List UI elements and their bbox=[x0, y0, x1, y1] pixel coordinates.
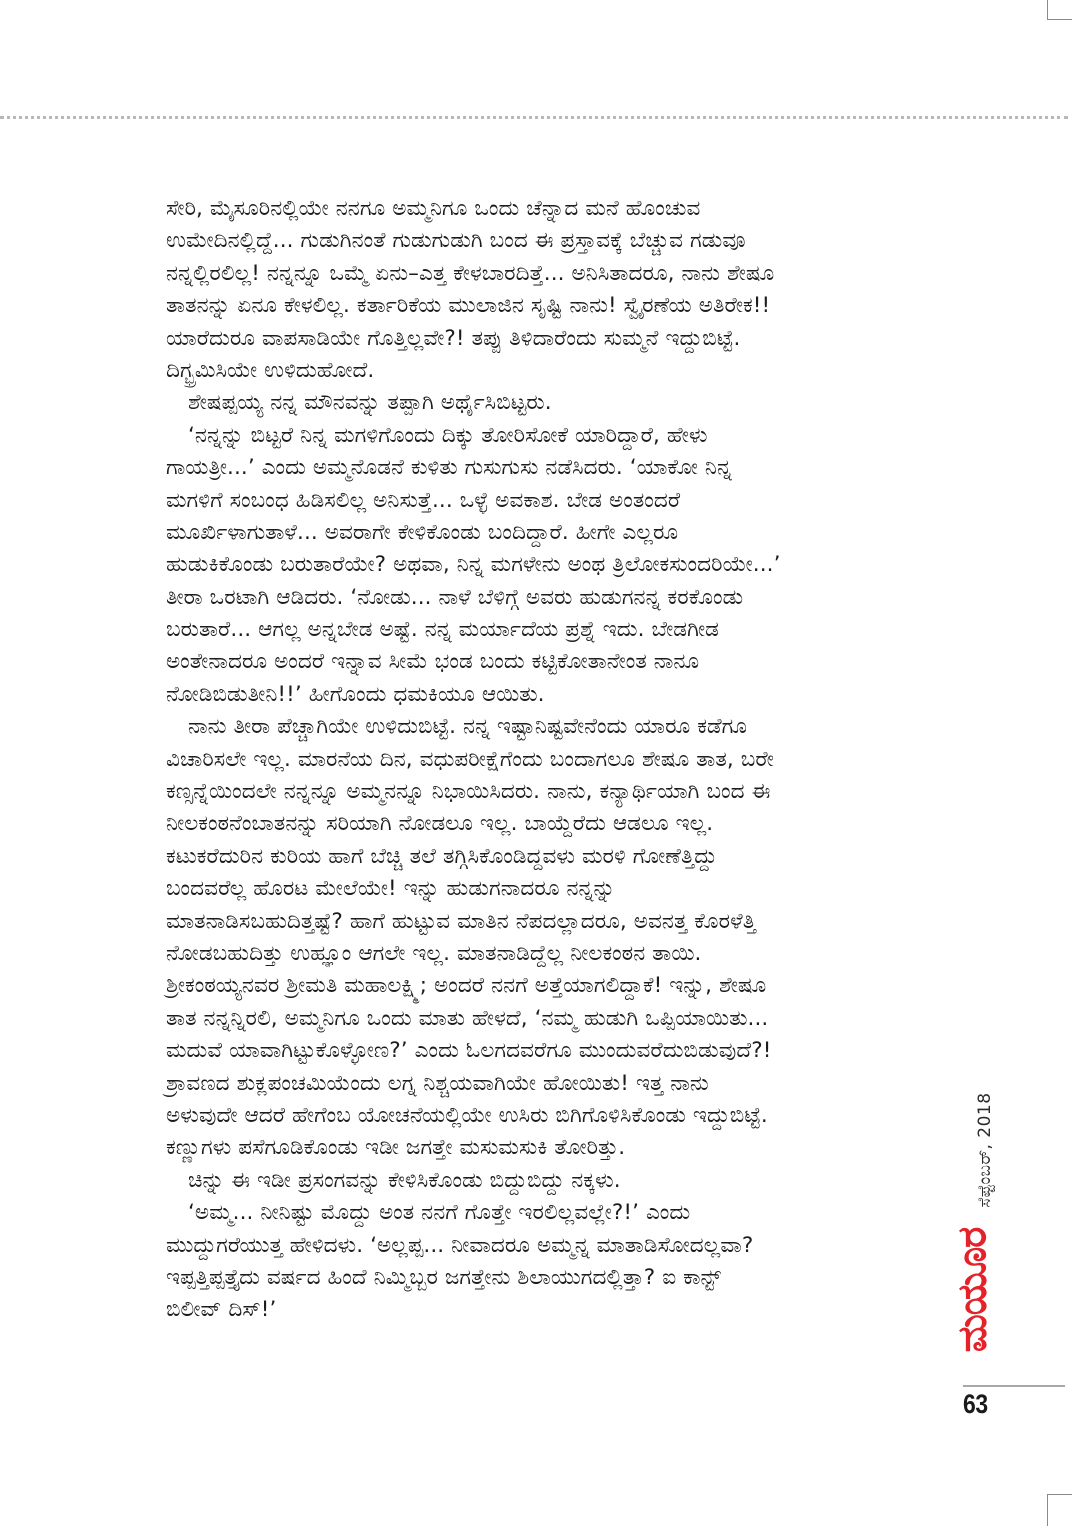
article-line: ಹುಡುಕಿಕೊಂಡು ಬರುತಾರೆಯೇ? ಅಥವಾ, ನಿನ್ನ ಮಗಳೇನು ಅಂಥ ತ್ರಿಲೋಕಸುಂದರಿಯೇ...’ bbox=[166, 552, 781, 578]
article-line: ಶ್ರೀಕಂಠಯ್ಯನವರ ಶ್ರೀಮತಿ ಮಹಾಲಕ್ಷ್ಮಿ; ಅಂದರೆ ನನಗೆ ಅತ್ತೆಯಾಗಲಿದ್ದಾಕೆ! ಇನ್ನು, ಶೇಷೂ bbox=[166, 973, 767, 999]
article-line: ಮಾತನಾಡಿಸಬಹುದಿತ್ತಷ್ಟೆ? ಹಾಗೆ ಹುಟ್ಟುವ ಮಾತಿನ ನೆಪದಲ್ಲಾದರೂ, ಅವನತ್ತ ಕೊರಳೆತ್ತಿ bbox=[166, 908, 757, 934]
article-line: ಚಿನ್ನು ಈ ಇಡೀ ಪ್ರಸಂಗವನ್ನು ಕೇಳಿಸಿಕೊಂಡು ಬಿದ್ದುಬಿದ್ದು ನಕ್ಕಳು. bbox=[188, 1167, 621, 1193]
article-line: ಸೇರಿ, ಮೈಸೂರಿನಲ್ಲಿಯೇ ನನಗೂ ಅಮ್ಮನಿಗೂ ಒಂದು ಚೆನ್ನಾದ ಮನೆ ಹೊಂಚುವ bbox=[166, 196, 701, 221]
article-line: ಕಣ್ಣುಗಳು ಪಸೆಗೂಡಿಕೊಂಡು ಇಡೀ ಜಗತ್ತೇ ಮಸುಮಸುಕಿ ತೋರಿತ್ತು. bbox=[166, 1135, 626, 1161]
article-line: ನೀಲಕಂಠನೆಂಬಾತನನ್ನು ಸರಿಯಾಗಿ ನೋಡಲೂ ಇಲ್ಲ. ಬಾಯ್ದೆರೆದು ಆಡಲೂ ಇಲ್ಲ. bbox=[166, 811, 714, 837]
issue-date: ಸೆಪ್ಟೆಂಬರ್, 2018 bbox=[975, 1092, 995, 1208]
header-dotted-rule bbox=[0, 116, 1068, 119]
article-line: ನಾನು ತೀರಾ ಪೆಚ್ಚಾಗಿಯೇ ಉಳಿದುಬಿಟ್ಟೆ. ನನ್ನ ಇಷ್ಟಾನಿಷ್ಟವೇನೆಂದು ಯಾರೂ ಕಡೆಗೂ bbox=[188, 714, 748, 740]
article-line: ವಿಚಾರಿಸಲೇ ಇಲ್ಲ. ಮಾರನೆಯ ದಿನ, ವಧುಪರೀಕ್ಷೆಗೆಂದು ಬಂದಾಗಲೂ ಶೇಷೂ ತಾತ, ಬರೇ bbox=[166, 746, 774, 772]
article-line: ಅಂತೇನಾದರೂ ಅಂದರೆ ಇನ್ನಾವ ಸೀಮೆ ಭಂಡ ಬಂದು ಕಟ್ಟಿಕೋತಾನೇಂತ ನಾನೂ bbox=[166, 649, 700, 675]
crop-mark-top-right bbox=[1047, 0, 1072, 20]
article-line: ಶೇಷಪ್ಪಯ್ಯ ನನ್ನ ಮೌನವನ್ನು ತಪ್ಪಾಗಿ ಅರ್ಥೈಸಿಬಿಟ್ಟರು. bbox=[188, 390, 552, 416]
article-line: ಗಾಯತ್ರೀ...’ ಎಂದು ಅಮ್ಮನೊಡನೆ ಕುಳಿತು ಗುಸುಗುಸು ನಡೆಸಿದರು. ‘ಯಾಕೋ ನಿನ್ನ bbox=[166, 455, 732, 481]
article-line: ಬರುತಾರೆ... ಆಗಲ್ಲ ಅನ್ನಬೇಡ ಅಷ್ಟೆ. ನನ್ನ ಮರ್ಯಾದೆಯ ಪ್ರಶ್ನೆ ಇದು. ಬೇಡಗೀಡ bbox=[166, 617, 719, 643]
article-line: ತೀರಾ ಒರಟಾಗಿ ಆಡಿದರು. ‘ನೋಡು... ನಾಳೆ ಬೆಳಿಗ್ಗೆ ಅವರು ಹುಡುಗನನ್ನ ಕರಕೊಂಡು bbox=[166, 584, 744, 610]
article-line: ತಾತನನ್ನು ಏನೂ ಕೇಳಲಿಲ್ಲ. ಕರ್ತಾರಿಕೆಯ ಮುಲಾಜಿನ ಸೃಷ್ಟಿ ನಾನು! ಸ್ವೈರಣೆಯ ಅತಿರೇಕ!! bbox=[166, 293, 771, 319]
footer-rule bbox=[963, 1385, 1065, 1387]
article-line: ಅಳುವುದೇ ಆದರೆ ಹೇಗೆಂಬ ಯೋಚನೆಯಲ್ಲಿಯೇ ಉಸಿರು ಬಿಗಿಗೊಳಿಸಿಕೊಂಡು ಇದ್ದುಬಿಟ್ಟೆ. bbox=[166, 1102, 768, 1128]
article-line: ಮುದ್ದುಗರೆಯುತ್ತ ಹೇಳಿದಳು. ‘ಅಲ್ಲಪ್ಪ... ನೀವಾದರೂ ಅಮ್ಮನ್ನ ಮಾತಾಡಿಸೋದಲ್ಲವಾ? bbox=[166, 1232, 754, 1258]
page-number: 63 bbox=[963, 1389, 988, 1419]
article-line: ನೋಡಿಬಿಡುತೀನಿ!!’ ಹೀಗೊಂದು ಧಮಕಿಯೂ ಆಯಿತು. bbox=[166, 681, 545, 707]
article-line: ದಿಗ್ಭ್ರಮಿಸಿಯೇ ಉಳಿದುಹೋದೆ. bbox=[166, 357, 375, 383]
article-line: ಕಟುಕರೆದುರಿನ ಕುರಿಯ ಹಾಗೆ ಬೆಚ್ಚಿ ತಲೆ ತಗ್ಗಿಸಿಕೊಂಡಿದ್ದವಳು ಮರಳಿ ಗೋಣೆತ್ತಿದ್ದು bbox=[166, 843, 718, 869]
article-line: ‘ನನ್ನನ್ನು ಬಿಟ್ಟರೆ ನಿನ್ನ ಮಗಳಿಗೊಂದು ದಿಕ್ಕು ತೋರಿಸೋಕೆ ಯಾರಿದ್ದಾರೆ, ಹೇಳು bbox=[188, 422, 708, 448]
article-line: ತಾತ ನನ್ನನ್ನಿರಲಿ, ಅಮ್ಮನಿಗೂ ಒಂದು ಮಾತು ಹೇಳದೆ, ‘ನಮ್ಮ ಹುಡುಗಿ ಒಪ್ಪಿಯಾಯಿತು... bbox=[166, 1005, 769, 1031]
crop-mark-bottom-right bbox=[1047, 1494, 1072, 1526]
article-line: ಬಂದವರೆಲ್ಲ ಹೊರಟ ಮೇಲೆಯೇ! ಇನ್ನು ಹುಡುಗನಾದರೂ ನನ್ನನ್ನು bbox=[166, 876, 616, 902]
article-line: ಮೂರ್ಖಿಳಾಗುತಾಳೆ... ಅವರಾಗೇ ಕೇಳಿಕೊಂಡು ಬಂದಿದ್ದಾರೆ. ಹೀಗೇ ಎಲ್ಲರೂ bbox=[166, 519, 679, 545]
article-line: ಮದುವೆ ಯಾವಾಗಿಟ್ಟುಕೊಳ್ಳೋಣ?’ ಎಂದು ಓಲಗದವರೆಗೂ ಮುಂದುವರೆದುಬಿಡುವುದೆ?! bbox=[166, 1038, 772, 1064]
article-line: ಬಿಲೀವ್ ದಿಸ್!’ bbox=[166, 1297, 277, 1323]
article-line: ಉಮೇದಿನಲ್ಲಿದ್ದೆ... ಗುಡುಗಿನಂತೆ ಗುಡುಗುಡುಗಿ ಬಂದ ಈ ಪ್ರಸ್ತಾವಕ್ಕೆ ಬೆಚ್ಚುವ ಗಡುವೂ bbox=[166, 228, 746, 254]
article-line: ನನ್ನಲ್ಲಿರಲಿಲ್ಲ! ನನ್ನನ್ನೂ ಒಮ್ಮೆ ಏನು–ಎತ್ತ ಕೇಳಬಾರದಿತ್ತೆ... ಅನಿಸಿತಾದರೂ, ನಾನು ಶೇಷೂ bbox=[166, 260, 775, 286]
article-line: ಶ್ರಾವಣದ ಶುಕ್ಲಪಂಚಮಿಯೆಂದು ಲಗ್ನ ನಿಶ್ಚಯವಾಗಿಯೇ ಹೋಯಿತು! ಇತ್ತ ನಾನು bbox=[166, 1070, 709, 1096]
article-line: ಮಗಳಿಗೆ ಸಂಬಂಧ ಹಿಡಿಸಲಿಲ್ಲ ಅನಿಸುತ್ತೆ... ಒಳ್ಳೆ ಅವಕಾಶ. ಬೇಡ ಅಂತಂದರೆ bbox=[166, 487, 681, 513]
article-line: ‘ಅಮ್ಮ... ನೀನಿಷ್ಟು ಮೊದ್ದು ಅಂತ ನನಗೆ ಗೊತ್ತೇ ಇರಲಿಲ್ಲವಲ್ಲೇ?!’ ಎಂದು bbox=[188, 1200, 691, 1226]
magazine-masthead: ಮಯೂರ bbox=[948, 1227, 996, 1353]
article-line: ಇಪ್ಪತ್ತಿಪ್ಪತ್ತೈದು ವರ್ಷದ ಹಿಂದೆ ನಿಮ್ಮಿಬ್ಬರ ಜಗತ್ತೇನು ಶಿಲಾಯುಗದಲ್ಲಿತ್ತಾ? ಐ ಕಾನ್ಟ್ bbox=[166, 1264, 722, 1290]
article-line: ಕಣ್ಸನ್ನೆಯಿಂದಲೇ ನನ್ನನ್ನೂ ಅಮ್ಮನನ್ನೂ ನಿಭಾಯಿಸಿದರು. ನಾನು, ಕನ್ಯಾರ್ಥಿಯಾಗಿ ಬಂದ ಈ bbox=[166, 779, 771, 805]
article-line: ನೋಡಬಹುದಿತ್ತು ಉಹ್ಞೂಂ ಆಗಲೇ ಇಲ್ಲ. ಮಾತನಾಡಿದ್ದೆಲ್ಲ ನೀಲಕಂಠನ ತಾಯಿ. bbox=[166, 940, 702, 966]
article-line: ಯಾರೆದುರೂ ವಾಪಸಾಡಿಯೇ ಗೊತ್ತಿಲ್ಲವೇ?! ತಪ್ಪು ತಿಳಿದಾರೆಂದು ಸುಮ್ಮನೆ ಇದ್ದುಬಿಟ್ಟೆ. bbox=[166, 325, 741, 351]
article-body bbox=[166, 193, 906, 1327]
